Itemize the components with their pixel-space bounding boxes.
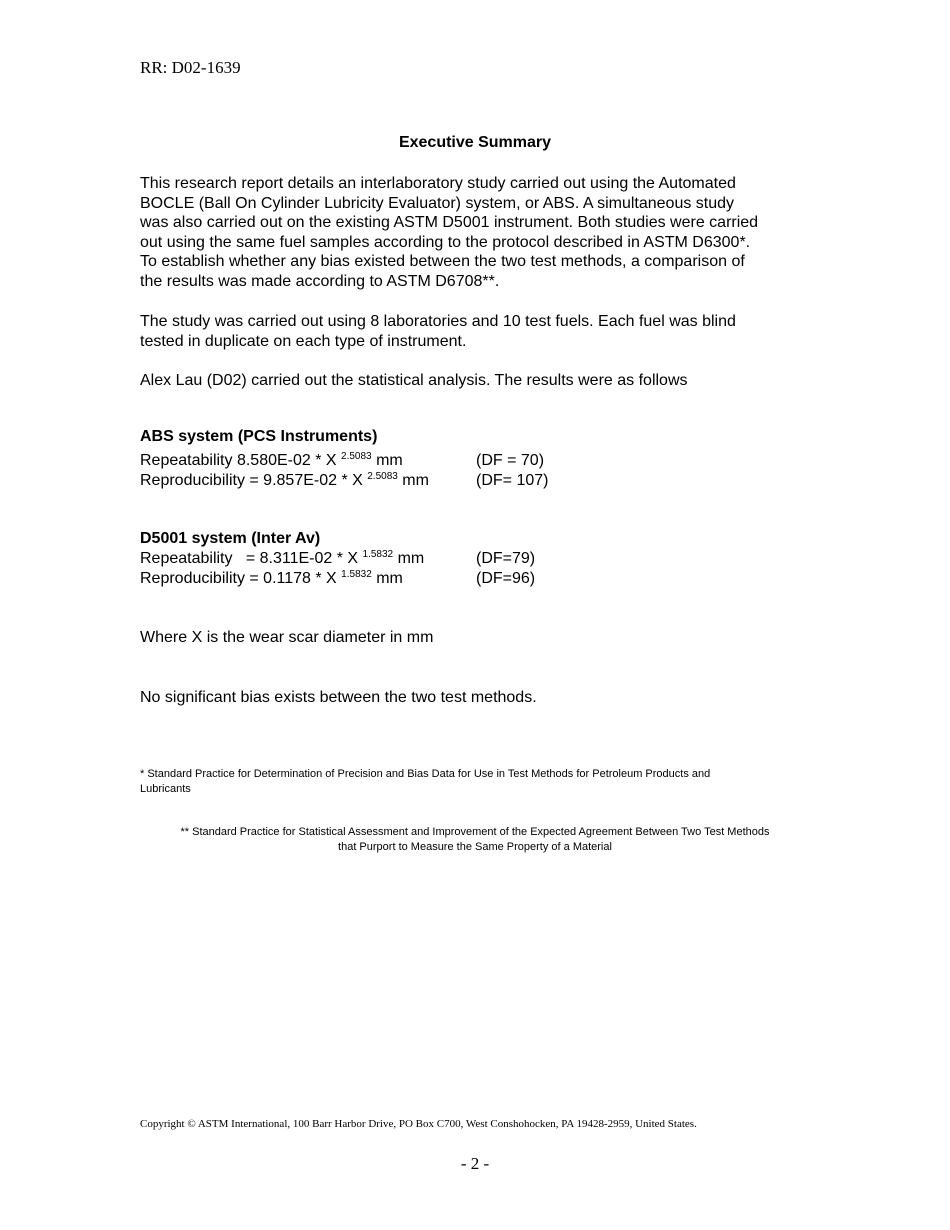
copyright-notice: Copyright © ASTM International, 100 Barr Harbor Drive, PO Box C700, West Conshohocken, PA 19428-2959, United States. [140,1118,697,1130]
abs-repeatability-equation [140,452,403,470]
analysis-paragraph [140,371,688,391]
study-line: The study was carried out using 8 laboratories and 10 test fuels. Each fuel was blind [140,313,736,330]
intro-line: was also carried out on the existing ASTM D5001 instrument. Both studies were carried [140,214,759,231]
d5001-section-title: D5001 system (Inter Av) [140,530,321,547]
footnote-line: Lubricants [140,783,191,795]
abs-reproducibility-equation [140,472,429,490]
intro-line: out using the same fuel samples according to the protocol described in ASTM D6300*. [140,233,751,251]
abs-section-title: ABS system (PCS Instruments) [140,428,378,445]
intro-line: BOCLE (Ball On Cylinder Lubricity Evaluator) system, or ABS. A simultaneous study [140,194,735,212]
equation-exponent: 1.5832 [362,549,394,560]
abs-reproducibility-df: (DF= 107) [476,472,549,489]
analysis-line: Alex Lau (D02) carried out the statistical analysis. The results were as follows [140,372,688,389]
footnote-line: * Standard Practice for Determination of Precision and Bias Data for Use in Test Methods for Petroleum Products and [140,768,711,780]
equation-unit: mm [376,452,403,469]
equation-label: Repeatability = 8.311E-02 * X [140,550,359,567]
d5001-reproducibility-equation [140,570,403,588]
page-title: Executive Summary [398,134,552,151]
intro-line: To establish whether any bias existed between the two test methods, a comparison of [140,253,745,270]
bias-conclusion: No significant bias exists between the two test methods. [140,689,537,706]
equation-label: Reproducibility = 0.1178 * X [140,570,337,587]
footnote-line: that Purport to Measure the Same Property of a Material [338,841,612,853]
intro-line: the results was made according to ASTM D6708**. [140,272,500,290]
equation-exponent: 2.5083 [341,451,372,462]
equation-unit: mm [376,570,403,587]
d5001-repeatability-equation [140,550,424,568]
equation-unit: mm [402,472,429,489]
footnote-d6300 [140,767,710,797]
footnote-d6708 [0,825,950,855]
d5001-repeatability-df: (DF=79) [476,550,536,567]
study-paragraph [140,312,736,351]
equation-unit: mm [397,550,425,567]
d5001-reproducibility-df: (DF=96) [476,570,536,587]
equation-label: Reproducibility = 9.857E-02 * X [140,472,363,489]
page-number: - 2 - [460,1154,490,1173]
equation-exponent: 1.5832 [341,569,372,580]
equation-exponent: 2.5083 [367,471,398,482]
equation-label: Repeatability 8.580E-02 * X [140,452,337,469]
intro-paragraph [140,174,758,291]
intro-line: This research report details an interlaboratory study carried out using the Automated [140,175,736,192]
study-line: tested in duplicate on each type of instrument. [140,332,467,350]
footnote-line: ** Standard Practice for Statistical Assessment and Improvement of the Expected Agreement Between Two Test Methods [180,826,770,838]
variable-definition: Where X is the wear scar diameter in mm [140,629,434,646]
abs-repeatability-df: (DF = 70) [476,452,545,469]
report-reference: RR: D02-1639 [140,58,241,77]
